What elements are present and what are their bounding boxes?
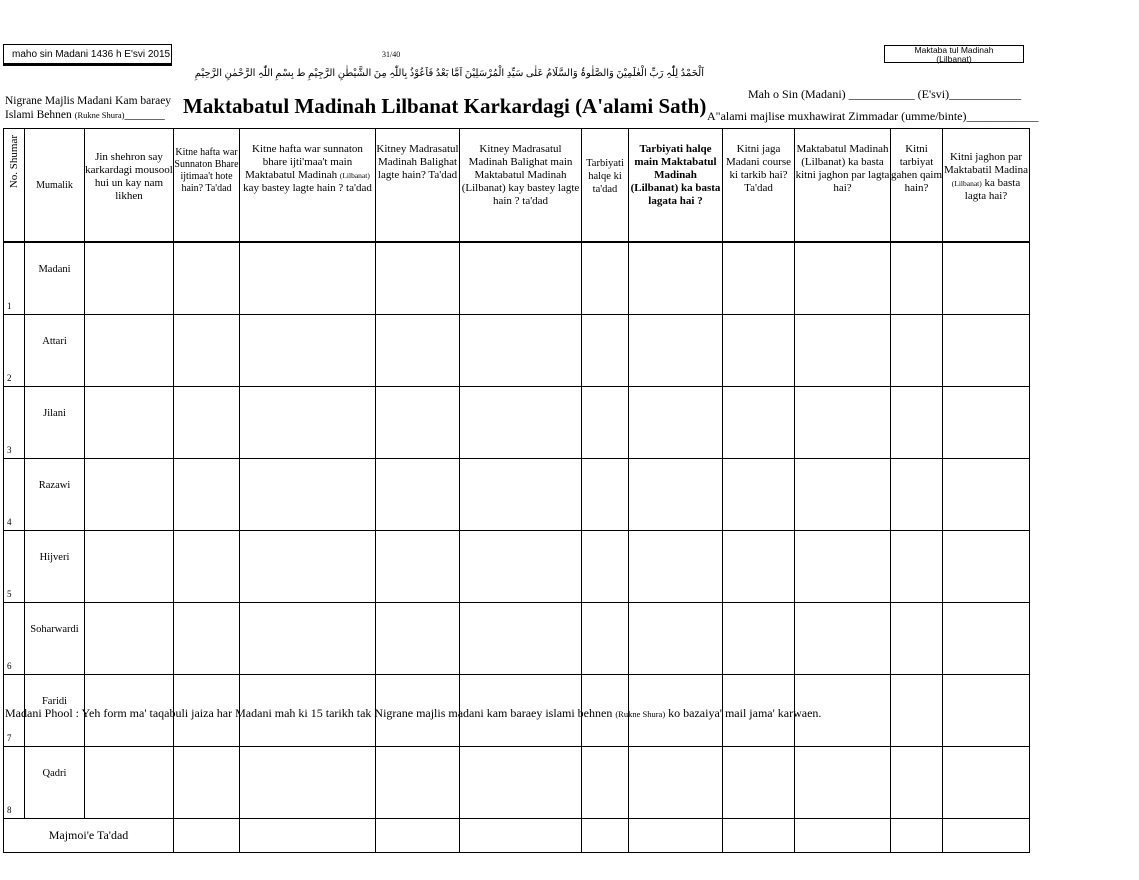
entry-cell[interactable] (174, 315, 240, 387)
entry-cell[interactable] (723, 531, 795, 603)
country-name: Madani (25, 242, 85, 315)
mah-o-sin-field: Mah o Sin (Madani) ___________ (E'svi)____________ (748, 87, 1022, 101)
footer-a: Madani Phool : Yeh form ma' taqabuli jaiza har Madani mah ki 15 tarikh tak Nigrane majlis madani kam baraey islami behnen (5, 706, 616, 720)
row-number: 2 (4, 315, 25, 387)
entry-cell[interactable] (460, 603, 582, 675)
row-number: 6 (4, 603, 25, 675)
col-header-halqe-basta: Tarbiyati halqe main Maktabatul Madinah (Lilbanat) ka basta lagata hai ? (629, 129, 723, 243)
entry-cell[interactable] (240, 747, 376, 819)
entry-cell[interactable] (460, 531, 582, 603)
entry-cell[interactable] (174, 531, 240, 603)
entry-cell[interactable] (795, 747, 891, 819)
entry-cell[interactable] (582, 531, 629, 603)
total-cell[interactable] (240, 819, 376, 853)
c5-a: Kitne hafta war sunnaton bhare ijti'maa't main Maktabatul Madinah (245, 143, 363, 181)
entry-cell[interactable] (943, 531, 1030, 603)
table-row (4, 387, 1030, 459)
entry-cell[interactable] (376, 747, 460, 819)
entry-cell[interactable] (629, 459, 723, 531)
entry-cell[interactable] (460, 242, 582, 315)
page-number: 31/40 (382, 50, 401, 59)
entry-cell[interactable] (943, 675, 1030, 747)
maktaba-label-line2: (Lilbanat) (936, 54, 972, 64)
entry-cell[interactable] (891, 387, 943, 459)
country-name: Faridi (25, 675, 85, 747)
c13-a: Kitni jaghon par Maktabatil Madina (943, 151, 1028, 176)
entry-cell[interactable] (891, 315, 943, 387)
row-number: 1 (4, 242, 25, 315)
entry-cell[interactable] (240, 603, 376, 675)
entry-cell[interactable] (795, 459, 891, 531)
entry-cell[interactable] (582, 242, 629, 315)
row-number: 8 (4, 747, 25, 819)
table-row (4, 459, 1030, 531)
country-name: Soharwardi (25, 603, 85, 675)
country-name: Hijveri (25, 531, 85, 603)
entry-cell[interactable] (582, 459, 629, 531)
col-header-shehron: Jin shehron say karkardagi mousool hui un kay nam likhen (85, 129, 174, 243)
entry-cell[interactable] (795, 531, 891, 603)
entry-cell[interactable] (460, 387, 582, 459)
table-body (4, 242, 1030, 819)
total-cell[interactable] (582, 819, 629, 853)
entry-cell[interactable] (723, 387, 795, 459)
c13-c: ka basta lagta hai? (964, 177, 1021, 202)
entry-cell[interactable] (891, 675, 943, 747)
entry-cell[interactable] (85, 531, 174, 603)
entry-cell[interactable] (582, 387, 629, 459)
country-name: Razawi (25, 459, 85, 531)
entry-cell[interactable] (723, 315, 795, 387)
entry-cell[interactable] (943, 315, 1030, 387)
footer-b: (Rukne Shura) (615, 709, 666, 719)
entry-cell[interactable] (629, 315, 723, 387)
entry-cell[interactable] (376, 531, 460, 603)
entry-cell[interactable] (723, 747, 795, 819)
entry-cell[interactable] (629, 603, 723, 675)
organization-label (5, 94, 171, 122)
total-row (4, 819, 1030, 853)
col-header-madrasatul-bastey: Kitney Madrasatul Madinah Balighat main Maktabatul Madinah (Lilbanat) kay bastey lagte hain ? ta'dad (460, 129, 582, 243)
entry-cell[interactable] (723, 242, 795, 315)
col-header-no (4, 129, 25, 243)
entry-cell[interactable] (240, 531, 376, 603)
footer-c: ko bazaiya' mail jama' karwaen. (665, 706, 822, 720)
entry-cell[interactable] (629, 387, 723, 459)
entry-cell[interactable] (943, 603, 1030, 675)
entry-cell[interactable] (85, 459, 174, 531)
row-number: 5 (4, 531, 25, 603)
total-label: Majmoi'e Ta'dad (4, 819, 174, 853)
col-header-madani-course: Kitni jaga Madani course ki tarkib hai? Ta'dad (723, 129, 795, 243)
col-header-tarbiyat-gahen: Kitni tarbiyat gahen qaim hain? (891, 129, 943, 243)
page-title: Maktabatul Madinah Lilbanat Karkardagi (A'alami Sath) (183, 94, 707, 118)
entry-cell[interactable] (943, 242, 1030, 315)
entry-cell[interactable] (891, 459, 943, 531)
maktaba-label-line1: Maktaba tul Madinah (914, 45, 994, 55)
org-line2 (5, 108, 171, 122)
entry-cell[interactable] (795, 242, 891, 315)
entry-cell[interactable] (376, 387, 460, 459)
entry-cell[interactable] (174, 459, 240, 531)
table-row (4, 603, 1030, 675)
entry-cell[interactable] (460, 747, 582, 819)
entry-cell[interactable] (582, 603, 629, 675)
zimmadar-field: A"alami majlise muxhawirat Zimmadar (umme/binte)____________ (707, 109, 1039, 123)
entry-cell[interactable] (723, 603, 795, 675)
entry-cell[interactable] (85, 387, 174, 459)
entry-cell[interactable] (943, 747, 1030, 819)
col-header-tarbiyati-halqe: Tarbiyati halqe ki ta'dad (582, 129, 629, 243)
month-year-box: maho sin Madani 1436 h E'svi 2015 (3, 44, 172, 64)
entry-cell[interactable] (629, 531, 723, 603)
maktaba-label-box (884, 45, 1024, 63)
table-row (4, 747, 1030, 819)
entry-cell[interactable] (376, 242, 460, 315)
row-number: 4 (4, 459, 25, 531)
entry-cell[interactable] (85, 315, 174, 387)
entry-cell[interactable] (629, 747, 723, 819)
entry-cell[interactable] (943, 459, 1030, 531)
entry-cell[interactable] (240, 242, 376, 315)
entry-cell[interactable] (891, 747, 943, 819)
header-row (4, 129, 1030, 243)
row-number: 7 (4, 675, 25, 747)
entry-cell[interactable] (582, 747, 629, 819)
table-row (4, 531, 1030, 603)
entry-cell[interactable] (85, 603, 174, 675)
entry-cell[interactable] (174, 603, 240, 675)
total-cell[interactable] (795, 819, 891, 853)
entry-cell[interactable] (85, 747, 174, 819)
entry-cell[interactable] (795, 387, 891, 459)
entry-cell[interactable] (891, 242, 943, 315)
entry-cell[interactable] (85, 242, 174, 315)
c5-c: kay bastey lagte hain ? ta'dad (243, 182, 372, 194)
entry-cell[interactable] (376, 459, 460, 531)
country-name: Jilani (25, 387, 85, 459)
entry-cell[interactable] (891, 603, 943, 675)
footer-note (5, 706, 821, 721)
c13-b: (Lilbanat) (951, 179, 982, 188)
col-header-basta-jaghon: Maktabatul Madinah (Lilbanat) ka basta kitni jaghon par lagta hai? (795, 129, 891, 243)
org-line2-a: Islami Behnen (5, 109, 75, 121)
total-cell[interactable] (723, 819, 795, 853)
table-row (4, 315, 1030, 387)
col-header-ijtimaat-bastey (240, 129, 376, 243)
org-line1: Nigrane Majlis Madani Kam baraey (5, 95, 172, 107)
entry-cell[interactable] (460, 315, 582, 387)
entry-cell[interactable] (629, 242, 723, 315)
org-line2-c: _______ (124, 109, 165, 121)
entry-cell[interactable] (943, 387, 1030, 459)
col-header-madrasatul: Kitney Madrasatul Madinah Balighat lagte hain? Ta'dad (376, 129, 460, 243)
total-cell[interactable] (891, 819, 943, 853)
entry-cell[interactable] (240, 315, 376, 387)
entry-cell[interactable] (240, 459, 376, 531)
total-cell[interactable] (943, 819, 1030, 853)
country-name: Attari (25, 315, 85, 387)
entry-cell[interactable] (891, 531, 943, 603)
total-cell[interactable] (629, 819, 723, 853)
country-name: Qadri (25, 747, 85, 819)
entry-cell[interactable] (795, 603, 891, 675)
entry-cell[interactable] (376, 603, 460, 675)
entry-cell[interactable] (795, 315, 891, 387)
entry-cell[interactable] (174, 387, 240, 459)
arabic-invocation: اَلْحَمْدُ لِلّٰہِ رَبِّ الْعٰلَمِیْنَ وَالصَّلٰوۃُ وَالسَّلَامُ عَلٰی سَیِّدِ الْمُرْسَلِیْنَ اَمَّا بَعْدُ فَاَعُوْذُ بِاللّٰہِ مِنَ الشَّیْطٰنِ الرَّجِیْمِ ط بِسْمِ اللّٰہِ الرَّحْمٰنِ الرَّحِیْمِ (194, 68, 704, 79)
total-cell[interactable] (174, 819, 240, 853)
table-row (4, 242, 1030, 315)
report-table (3, 128, 1030, 853)
entry-cell[interactable] (240, 387, 376, 459)
entry-cell[interactable] (174, 747, 240, 819)
entry-cell[interactable] (376, 315, 460, 387)
entry-cell[interactable] (582, 315, 629, 387)
col-header-no-label: No. Shumar (7, 135, 20, 189)
col-header-mumalik: Mumalik (25, 129, 85, 243)
entry-cell[interactable] (460, 459, 582, 531)
total-cell[interactable] (460, 819, 582, 853)
total-cell[interactable] (376, 819, 460, 853)
org-line2-b: (Rukne Shura) (74, 110, 125, 120)
row-number: 3 (4, 387, 25, 459)
col-header-ijtimaat: Kitne hafta war Sunnaton Bhare ijtimaa't hote hain? Ta'dad (174, 129, 240, 243)
c5-b: (Lilbanat) (339, 171, 370, 180)
col-header-maktabatil-basta (943, 129, 1030, 243)
entry-cell[interactable] (174, 242, 240, 315)
entry-cell[interactable] (723, 459, 795, 531)
